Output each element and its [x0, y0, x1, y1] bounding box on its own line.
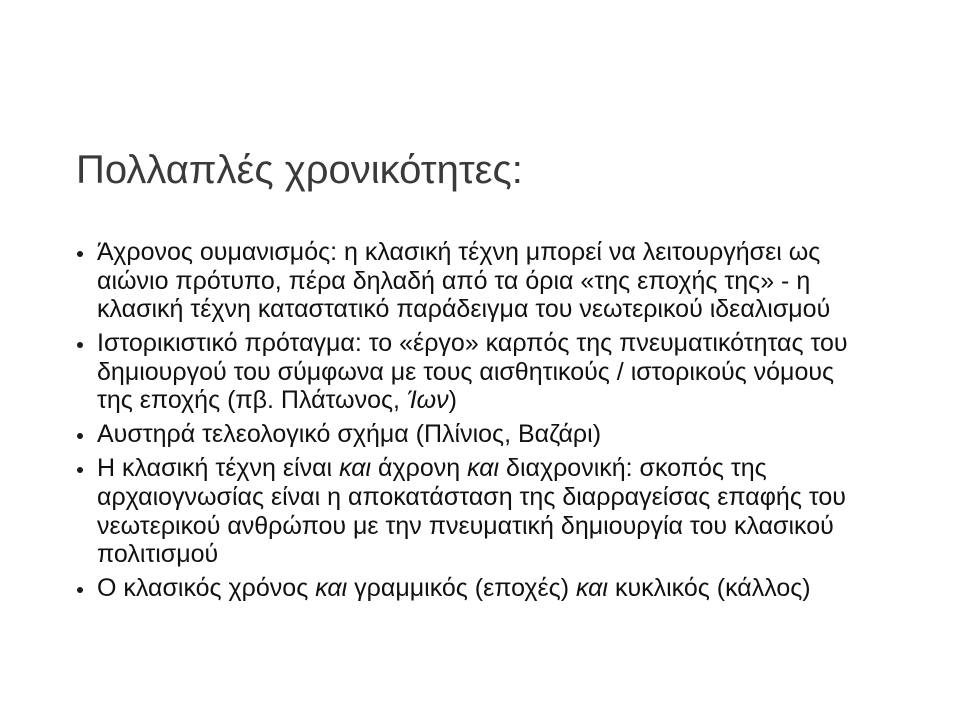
bullet-line	[97, 295, 960, 324]
text-segment: Ιστορικιστικό πρόταγμα: το «έργο» καρπός της πνευματικότητας του	[97, 329, 848, 358]
bullet-line	[97, 483, 960, 512]
text-segment: κλασική τέχνη καταστατικό παράδειγμα του νεωτερικού ιδεαλισμού	[97, 295, 831, 324]
text-segment: Άχρονος ουμανισμός: η κλασική τέχνη μπορεί να λειτουργήσει ως	[97, 238, 821, 266]
bullet-item	[0, 238, 960, 324]
bullet-icon	[77, 433, 83, 439]
italic-emphasis: και	[575, 574, 608, 603]
bullet-item	[0, 454, 960, 568]
bullet-line	[97, 540, 960, 569]
bullet-icon	[77, 342, 83, 348]
text-segment: αρχαιογνωσίας είναι η αποκατάσταση της διαρραγείσας επαφής του	[97, 482, 846, 511]
bullet-line	[97, 238, 960, 267]
italic-work-title: Ίων	[406, 386, 449, 415]
bullet-icon	[77, 587, 83, 593]
bullet-item	[0, 420, 960, 449]
bullet-item	[0, 574, 960, 603]
bullet-line	[97, 420, 960, 449]
bullet-line	[97, 386, 960, 415]
bullet-icon	[77, 251, 83, 257]
bullet-line	[97, 574, 960, 603]
text-segment: δημιουργού του σύμφωνα με τους αισθητικούς / ιστορικούς νόμους	[97, 357, 835, 386]
text-segment: πολιτισμού	[97, 540, 219, 569]
text-segment: γραμμικός (εποχές)	[347, 574, 576, 603]
text-segment: της εποχής (πβ. Πλάτωνος,	[97, 386, 407, 415]
italic-emphasis: και	[315, 574, 348, 603]
bullet-line	[97, 329, 960, 358]
text-segment: )	[448, 386, 457, 415]
text-segment: κυκλικός (κάλλος)	[608, 574, 811, 603]
text-segment: διαχρονική: σκοπός της	[499, 454, 767, 483]
text-segment: Η κλασική τέχνη είναι	[97, 454, 340, 483]
bullet-line	[97, 512, 960, 541]
text-segment: Ο κλασικός χρόνος	[97, 574, 316, 603]
slide-title: Πολλαπλές χρονικότητες:	[76, 148, 523, 192]
text-segment: Αυστηρά τελεολογικό σχήμα (Πλίνιος, Βαζάρι)	[97, 420, 602, 449]
text-segment: αιώνιο πρότυπο, πέρα δηλαδή από τα όρια «της εποχής της» - η	[97, 266, 811, 295]
bullet-line	[97, 267, 960, 296]
italic-emphasis: και	[339, 454, 372, 483]
italic-emphasis: και	[467, 454, 500, 483]
text-segment: άχρονη	[371, 454, 468, 483]
bullet-line	[97, 358, 960, 387]
bullet-item	[0, 329, 960, 415]
text-segment: νεωτερικού ανθρώπου με την πνευματική δημιουργία του κλασικού	[97, 511, 834, 540]
bullet-icon	[77, 467, 83, 473]
bullet-list	[0, 238, 960, 603]
bullet-line	[97, 454, 960, 483]
